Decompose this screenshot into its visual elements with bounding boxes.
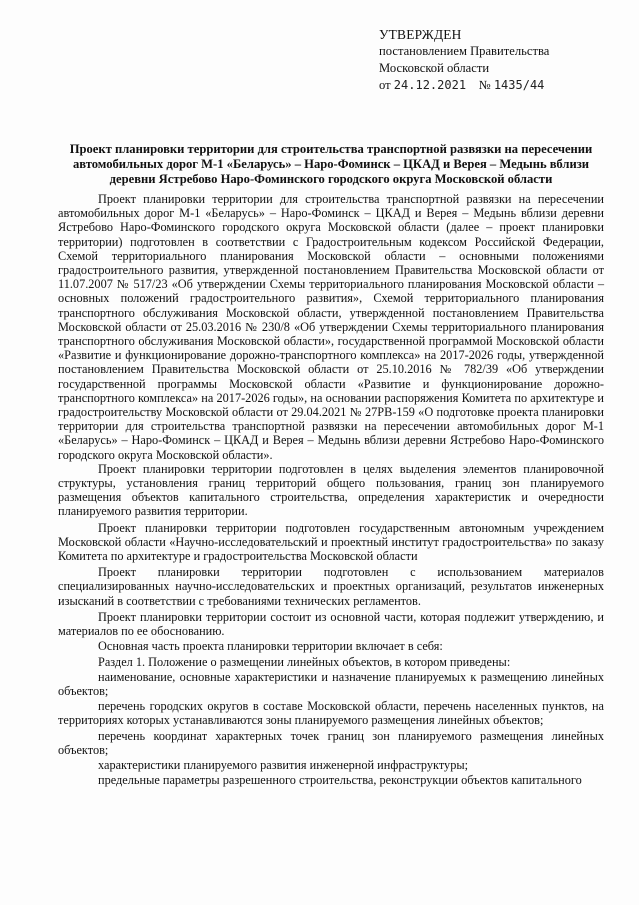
date-prefix: от [379,78,391,92]
handwritten-date: 24.12.2021 [393,78,467,92]
paragraph: Проект планировки территории для строительства транспортной развязки на пересечении автомобильных дорог М-1 «Беларусь» – Наро-Фоминск – ЦКАД и Верея – Медынь вблизи деревни Ястребово Наро-Фоминского городского округа Московской области (далее – проект планировки территории) подготовлен в соответствии с Градостроительным кодексом Российской Федерации, Схемой территориального планирования Московской области – основными положениями градостроительного развития, утвержденной постановлением Правительства Московской области от 11.07.2007 № 517/23 «Об утверждении Схемы территориального планирования Московской области – основных положений градостроительного развития», Схемой территориального планирования транспортного обслуживания Московской области, утвержденной постановлением Правительства Московской области от 25.03.2016 № 230/8 «Об утверждении Схемы территориального планирования транспортного обслуживания Московской области», государственной программой Московской области «Развитие и функционирование дорожно-транспортного комплекса» на 2017-2026 годы, утвержденной постановлением Правительства Московской области от 25.10.2016 № 782/39 «Об утверждении государственной программы Московской области «Развитие и функционирование дорожно-транспортного комплекса» на 2017-2026 годы», на основании распоряжения Комитета по архитектуре и градостроительству Московской области от 29.04.2021 № 27РВ-159 «О подготовке проекта планировки территории для строительства транспортной развязки на пересечении автомобильных дорог М-1 «Беларусь» – Наро-Фоминск – ЦКАД и Верея – Медынь вблизи деревни Ястребово Наро-Фоминского городского округа Московской области». [58,192,604,462]
paragraph: Проект планировки территории подготовлен государственным автономным учреждением Московской области «Научно-исследовательский и проектный институт градостроительства» по заказу Комитета по архитектуре и градостроительства Московской области [58,520,604,564]
approval-date-line [379,77,619,94]
number-prefix: № [478,78,491,92]
paragraph: Проект планировки территории состоит из основной части, которая подлежит утверждению, и материалов по ее обоснованию. [58,609,604,639]
approval-line-2: Московской области [379,61,490,75]
approval-heading: УТВЕРЖДЕН [379,27,462,42]
list-item: перечень координат характерных точек границ зон планируемого размещения линейных объектов; [58,728,604,757]
document-title: Проект планировки территории для строительства транспортной развязки на пересечении автомобильных дорог М-1 «Беларусь» – Наро-Фоминск – ЦКАД и Верея – Медынь вблизи деревни Ястребово Наро-Фоминского городского округа Московской области [69,142,593,187]
approval-line-1: постановлением Правительства [379,44,550,58]
paragraph: Проект планировки территории подготовлен в целях выделения элементов планировочной структуры, установления границ территорий общего пользования, границ зон планируемого размещения объектов капитального строительства, определения характеристик и очередности планируемого развития территории. [58,461,604,519]
list-item: наименование, основные характеристики и назначение планируемых к размещению линейных объектов; [58,669,604,698]
list-item: характеристики планируемого развития инженерной инфраструктуры; [98,757,469,772]
paragraph: Основная часть проекта планировки территории включает в себя: [98,639,443,654]
paragraph: Раздел 1. Положение о размещении линейных объектов, в котором приведены: [98,654,511,669]
paragraph: Проект планировки территории подготовлен с использованием материалов специализированных научно-исследовательских и проектных организаций, результатов инженерных изысканий в соответствии с требованиями технических регламентов. [58,565,604,608]
list-item: предельные параметры разрешенного строительства, реконструкции объектов капитального [98,773,582,788]
approval-stamp [379,26,619,94]
handwritten-number: 1435/44 [493,78,545,92]
document-body [58,192,604,787]
list-item: перечень городских округов в составе Московской области, перечень населенных пунктов, на территориях которых устанавливаются зоны планируемого размещения линейных объектов; [58,699,604,728]
